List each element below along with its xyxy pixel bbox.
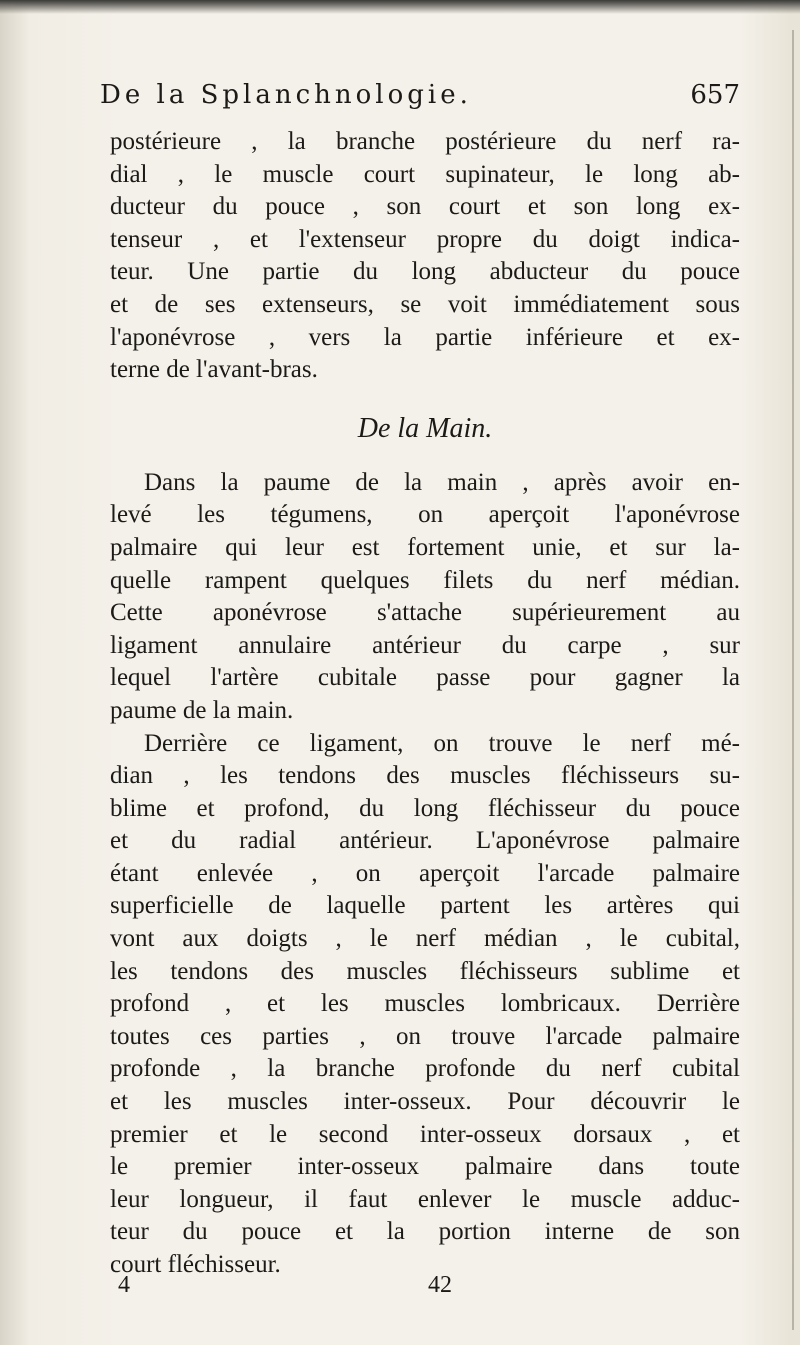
text-line: vont aux doigts , le nerf médian , le cubital, — [110, 925, 740, 953]
text-line: tenseur , et l'extenseur propre du doigt indica- — [110, 225, 740, 253]
text-line: Cette aponévrose s'attache supérieurement au — [110, 599, 740, 627]
text-line: lequel l'artère cubitale passe pour gagner la — [110, 664, 740, 692]
text-line: Dans la paume de la main , après avoir en- — [144, 468, 740, 496]
text-line: ligament annulaire antérieur du carpe , sur — [110, 631, 740, 659]
text-line: et du radial antérieur. L'aponévrose palmaire — [110, 827, 740, 855]
paragraph-2 — [110, 467, 740, 728]
text-line: et de ses extenseurs, se voit immédiatement sous — [110, 290, 740, 318]
text-line: leur longueur, il faut enlever le muscle adduc- — [110, 1185, 740, 1213]
text-line: l'aponévrose , vers la partie inférieure et ex- — [110, 323, 740, 351]
scan-top-shadow — [0, 0, 800, 14]
paragraph-3 — [110, 728, 740, 1282]
text-line: teur. Une partie du long abducteur du pouce — [110, 258, 740, 286]
section-heading: De la Main. — [357, 412, 493, 444]
page-number: 657 — [690, 80, 740, 110]
text-line: premier et le second inter-osseux dorsaux , et — [110, 1120, 740, 1148]
running-title: De la Splanchnologie. — [100, 80, 472, 110]
text-line: le premier inter-osseux palmaire dans toute — [110, 1153, 740, 1181]
text-line: levé les tégumens, on aperçoit l'aponévrose — [110, 501, 740, 529]
text-line: ducteur du pouce , son court et son long ex- — [110, 193, 740, 221]
page-edge-line — [792, 30, 794, 1330]
text-line: étant enlevée , on aperçoit l'arcade palmaire — [110, 859, 740, 887]
text-line: profonde , la branche profonde du nerf cubital — [110, 1055, 740, 1083]
signature-mark-right: 42 — [428, 1272, 452, 1298]
paragraph-1 — [110, 126, 740, 387]
text-line: court fléchisseur. — [110, 1251, 281, 1278]
text-line: postérieure , la branche postérieure du nerf ra- — [110, 128, 740, 155]
text-line: quelle rampent quelques filets du nerf médian. — [110, 566, 740, 594]
text-line: teur du pouce et la portion interne de son — [110, 1218, 740, 1246]
body-text — [110, 126, 740, 1282]
signature-mark-left: 4 — [118, 1272, 130, 1298]
running-head — [100, 80, 740, 120]
text-line: palmaire qui leur est fortement unie, et sur la- — [110, 533, 740, 561]
text-line: blime et profond, du long fléchisseur du pouce — [110, 794, 740, 822]
text-line: superficielle de laquelle partent les artères qui — [110, 892, 740, 920]
text-line: dial , le muscle court supinateur, le long ab- — [110, 160, 740, 188]
text-line: dian , les tendons des muscles fléchisseurs su- — [110, 762, 740, 790]
text-line: paume de la main. — [110, 696, 294, 724]
text-line: toutes ces parties , on trouve l'arcade palmaire — [110, 1022, 740, 1050]
text-line: et les muscles inter-osseux. Pour découvrir le — [110, 1088, 740, 1116]
text-line: les tendons des muscles fléchisseurs sublime et — [110, 957, 740, 985]
signature-marks — [118, 1272, 538, 1302]
text-line: terne de l'avant-bras. — [110, 356, 318, 384]
text-line: profond , et les muscles lombricaux. Derrière — [110, 990, 740, 1018]
text-line: Derrière ce ligament, on trouve le nerf mé- — [144, 729, 740, 757]
